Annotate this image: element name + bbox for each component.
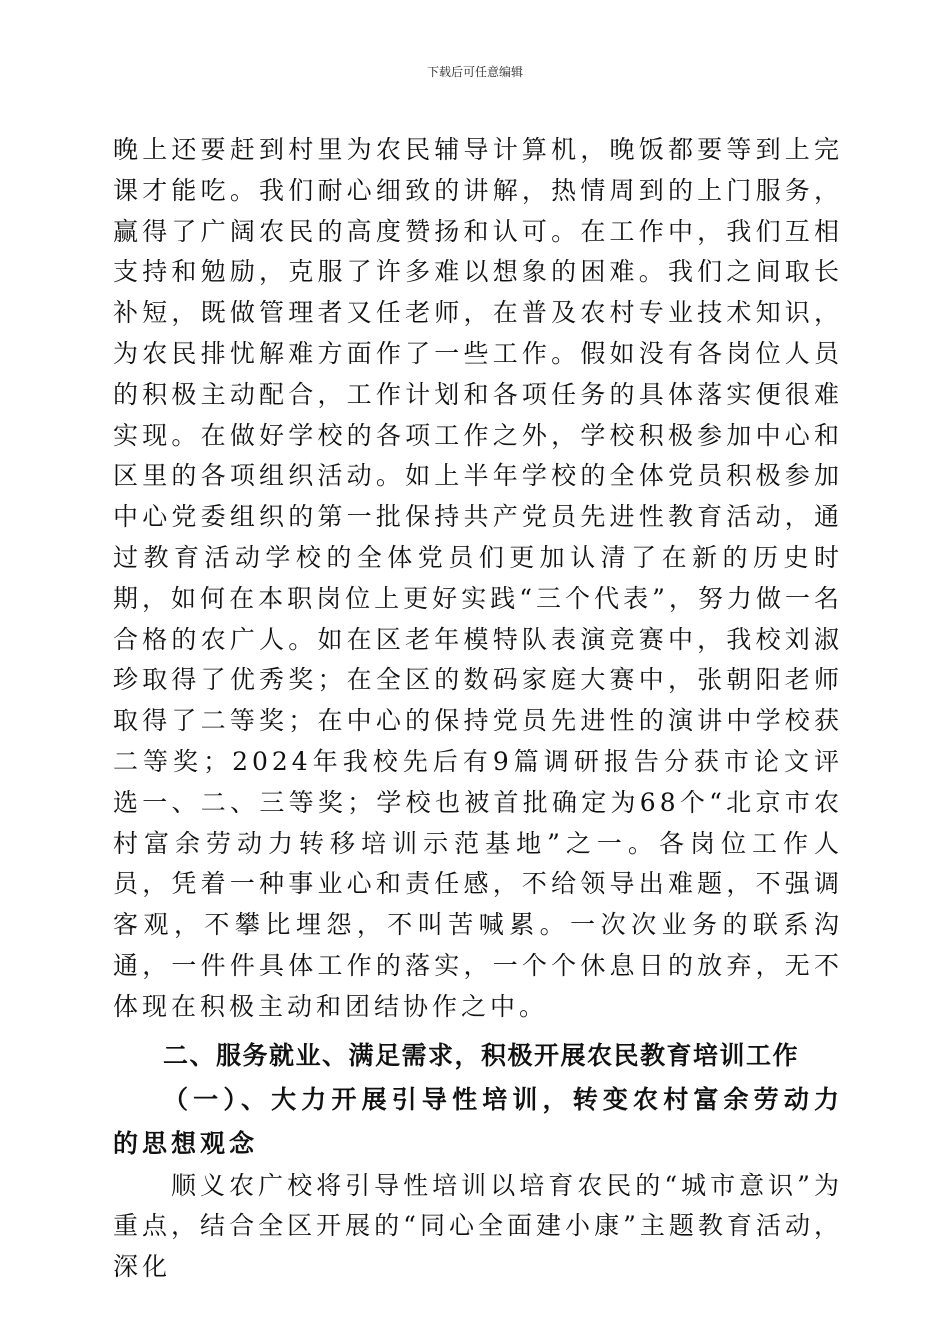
section-heading: 二、服务就业、满足需求，积极开展农民教育培训工作 bbox=[163, 1040, 800, 1070]
document-body bbox=[113, 130, 843, 1288]
body-paragraph: 晚上还要赶到村里为农民辅导计算机，晚饭都要等到上完课才能吃。我们耐心细致的讲解，热情周到的上门服务，赢得了广阔农民的高度赞扬和认可。在工作中，我们互相支持和勉励，克服了许多难以想象的困难。我们之间取长补短，既做管理者又任老师，在普及农村专业技术知识，为农民排忧解难方面作了一些工作。假如没有各岗位人员的积极主动配合，工作计划和各项任务的具体落实便很难实现。在做好学校的各项工作之外，学校积极参加中心和区里的各项组织活动。如上半年学校的全体党员积极参加中心党委组织的第一批保持共产党员先进性教育活动，通过教育活动学校的全体党员们更加认清了在新的历史时期，如何在本职岗位上更好实践“三个代表”，努力做一名合格的农广人。如在区老年模特队表演竞赛中，我校刘淑珍取得了优秀奖；在全区的数码家庭大赛中，张朝阳老师取得了二等奖；在中心的保持党员先进性的演讲中学校获二等奖；2024年我校先后有9篇调研报告分获市论文评选一、二、三等奖；学校也被首批确定为68个“北京市农村富余劳动力转移培训示范基地”之一。各岗位工作人员，凭着一种事业心和责任感，不给领导出难题，不强调客观，不攀比埋怨，不叫苦喊累。一次次业务的联系沟通，一件件具体工作的落实，一个个休息日的放弃，无不体现在积极主动和团结协作之中。 bbox=[113, 135, 843, 1021]
page-header: 下载后可任意编辑 bbox=[426, 65, 523, 79]
subsection-heading: （一）、大力开展引导性培训，转变农村富余劳动力的思想观念 bbox=[113, 1084, 843, 1158]
body-paragraph: 顺义农广校将引导性培训以培育农民的“城市意识”为重点，结合全区开展的“同心全面建小康”主题教育活动，深化 bbox=[113, 1170, 843, 1282]
